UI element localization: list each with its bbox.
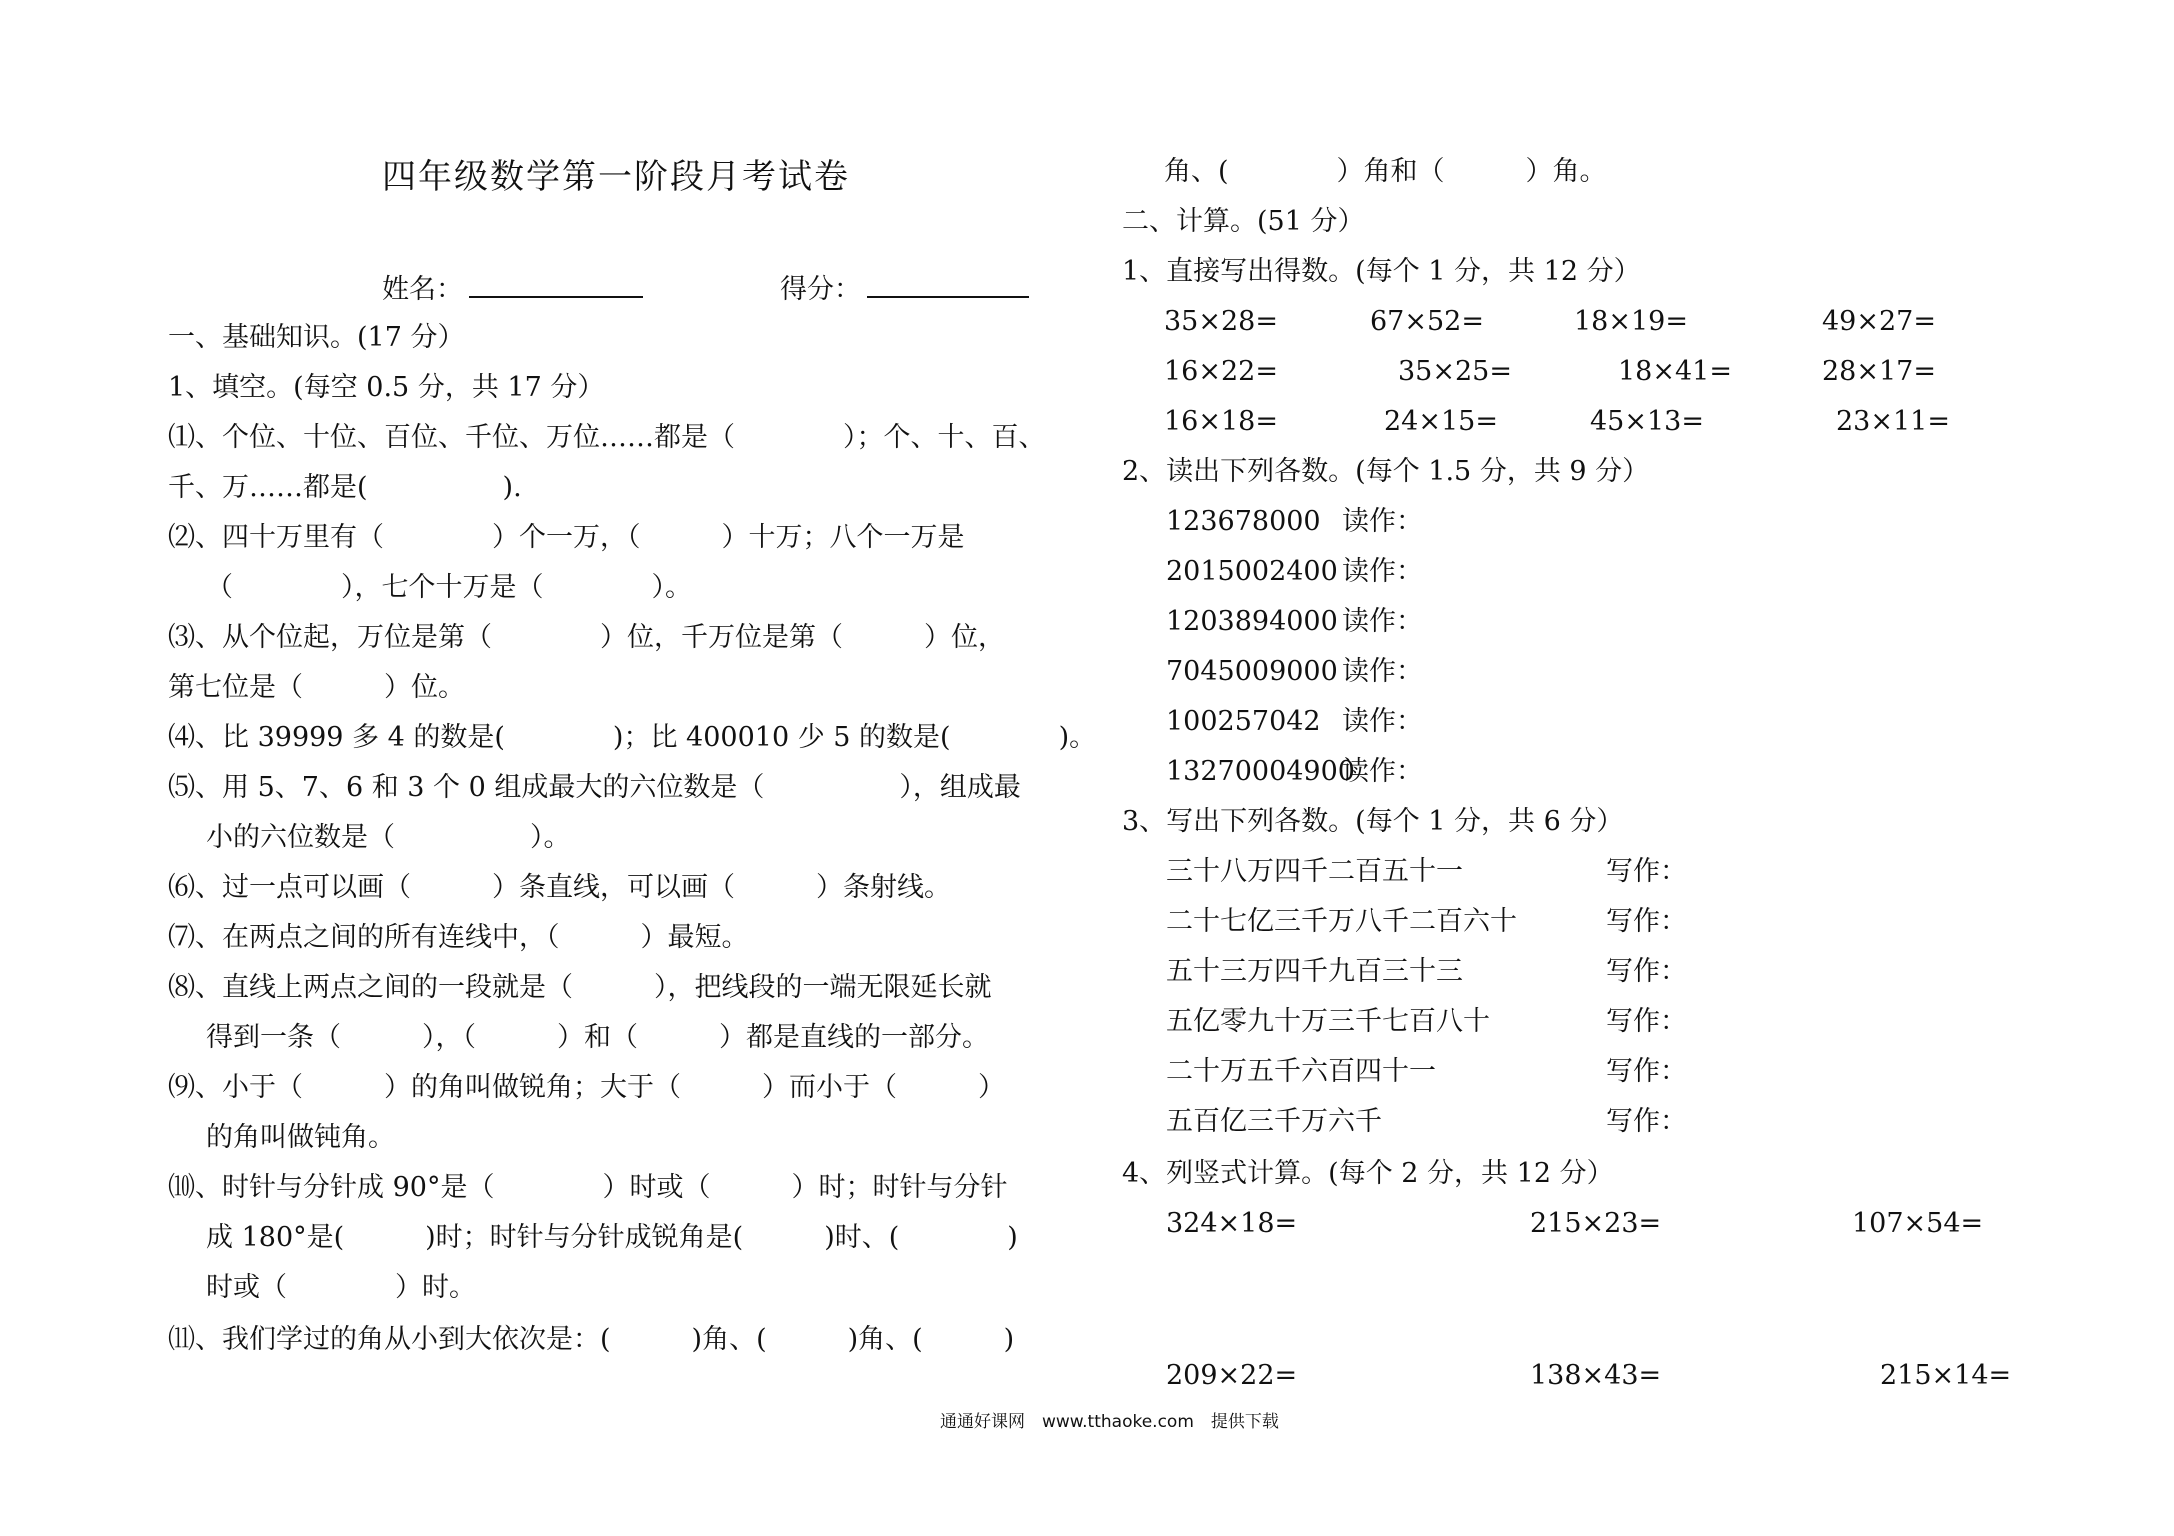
write-label: 写作：	[1606, 1106, 1687, 1137]
read-number: 7045009000	[1166, 656, 1338, 687]
fill-line: ⑴、个位、十位、百位、千位、万位……都是（ ）；个、十、百、	[168, 422, 1046, 453]
vertical-calc-item: 107×54=	[1852, 1208, 1984, 1239]
write-words: 二十七亿三千万八千二百六十	[1166, 906, 1517, 937]
read-label: 读作：	[1342, 506, 1423, 537]
vertical-calc-item: 138×43=	[1530, 1360, 1662, 1391]
fill-line: ⑸、用 5、7、6 和 3 个 0 组成最大的六位数是（ ），组成最	[168, 772, 1021, 803]
fill-line: ⑶、从个位起，万位是第（ ）位，千万位是第（ ）位，	[168, 622, 1005, 653]
calc-item: 35×28=	[1164, 306, 1278, 337]
fill-line: 的角叫做钝角。	[206, 1122, 395, 1153]
write-words: 三十八万四千二百五十一	[1166, 856, 1463, 887]
fill-line: ⑺、在两点之间的所有连线中，（ ）最短。	[168, 922, 749, 953]
read-label: 读作：	[1342, 706, 1423, 737]
score-blank	[867, 274, 1029, 298]
calc-question-4: 4、列竖式计算。(每个 2 分，共 12 分）	[1122, 1158, 1614, 1189]
fill-line: ⑵、四十万里有（ ）个一万，（ ）十万；八个一万是	[168, 522, 965, 553]
write-label: 写作：	[1606, 956, 1687, 987]
calc-item: 24×15=	[1384, 406, 1498, 437]
read-number: 13270004900	[1166, 756, 1355, 787]
score-field	[780, 274, 1029, 303]
fill-line: 小的六位数是（ ）。	[206, 822, 571, 853]
fill-line: 成 180°是( )时；时针与分针成锐角是( )时、( )	[206, 1222, 1018, 1253]
fill-line: （ ），七个十万是（ ）。	[206, 572, 692, 603]
read-label: 读作：	[1342, 656, 1423, 687]
vertical-calc-item: 324×18=	[1166, 1208, 1298, 1239]
name-blank	[469, 274, 643, 298]
calc-item: 18×41=	[1618, 356, 1732, 387]
calc-item: 49×27=	[1822, 306, 1936, 337]
fill-line: 时或（ ）时。	[206, 1272, 476, 1303]
read-number: 1203894000	[1166, 606, 1338, 637]
write-words: 二十万五千六百四十一	[1166, 1056, 1436, 1087]
vertical-calc-item: 209×22=	[1166, 1360, 1298, 1391]
read-label: 读作：	[1342, 606, 1423, 637]
write-words: 五十三万四千九百三十三	[1166, 956, 1463, 987]
vertical-calc-item: 215×23=	[1530, 1208, 1662, 1239]
fill-line: ⑾、我们学过的角从小到大依次是：( )角、( )角、( )	[168, 1324, 1015, 1355]
fill-line: ⑽、时针与分针成 90°是（ ）时或（ ）时；时针与分针	[168, 1172, 1008, 1203]
calc-item: 67×52=	[1370, 306, 1484, 337]
section-2-heading: 二、计算。(51 分）	[1122, 206, 1365, 237]
page-title: 四年级数学第一阶段月考试卷	[382, 157, 850, 197]
angle-continuation: 角、( ）角和（ ）角。	[1164, 156, 1607, 187]
calc-item: 16×22=	[1164, 356, 1278, 387]
read-number: 100257042	[1166, 706, 1321, 737]
calc-item: 28×17=	[1822, 356, 1936, 387]
vertical-calc-item: 215×14=	[1880, 1360, 2012, 1391]
calc-question-3: 3、写出下列各数。(每个 1 分，共 6 分）	[1122, 806, 1624, 837]
write-label: 写作：	[1606, 1056, 1687, 1087]
section-1-heading: 一、基础知识。(17 分）	[168, 322, 465, 353]
write-label: 写作：	[1606, 906, 1687, 937]
calc-item: 18×19=	[1574, 306, 1688, 337]
calc-question-2: 2、读出下列各数。(每个 1.5 分，共 9 分）	[1122, 456, 1650, 487]
calc-question-1: 1、直接写出得数。(每个 1 分，共 12 分）	[1122, 256, 1641, 287]
fill-line: 千、万……都是( ).	[168, 472, 522, 503]
fill-line: ⑼、小于（ ）的角叫做锐角；大于（ ）而小于（ ）	[168, 1072, 1005, 1103]
fill-line: ⑷、比 39999 多 4 的数是( )；比 400010 少 5 的数是( )。	[168, 722, 1097, 753]
calc-item: 45×13=	[1590, 406, 1704, 437]
write-words: 五百亿三千万六千	[1166, 1106, 1382, 1137]
calc-item: 16×18=	[1164, 406, 1278, 437]
read-number: 123678000	[1166, 506, 1321, 537]
name-label: 姓名：	[382, 274, 463, 305]
read-number: 2015002400	[1166, 556, 1338, 587]
fill-line: 第七位是（ ）位。	[168, 672, 465, 703]
question-1-heading: 1、填空。(每空 0.5 分，共 17 分）	[168, 372, 605, 403]
write-label: 写作：	[1606, 1006, 1687, 1037]
fill-line: ⑻、直线上两点之间的一段就是（ ），把线段的一端无限延长就	[168, 972, 992, 1003]
fill-line: ⑹、过一点可以画（ ）条直线，可以画（ ）条射线。	[168, 872, 951, 903]
write-label: 写作：	[1606, 856, 1687, 887]
read-label: 读作：	[1342, 756, 1423, 787]
read-label: 读作：	[1342, 556, 1423, 587]
score-label: 得分：	[780, 274, 861, 305]
write-words: 五亿零九十万三千七百八十	[1166, 1006, 1490, 1037]
page-footer: 通通好课网 www.tthaoke.com 提供下载	[940, 1412, 1279, 1432]
fill-line: 得到一条（ ），（ ）和（ ）都是直线的一部分。	[206, 1022, 989, 1053]
calc-item: 35×25=	[1398, 356, 1512, 387]
calc-item: 23×11=	[1836, 406, 1950, 437]
name-field	[382, 274, 643, 303]
